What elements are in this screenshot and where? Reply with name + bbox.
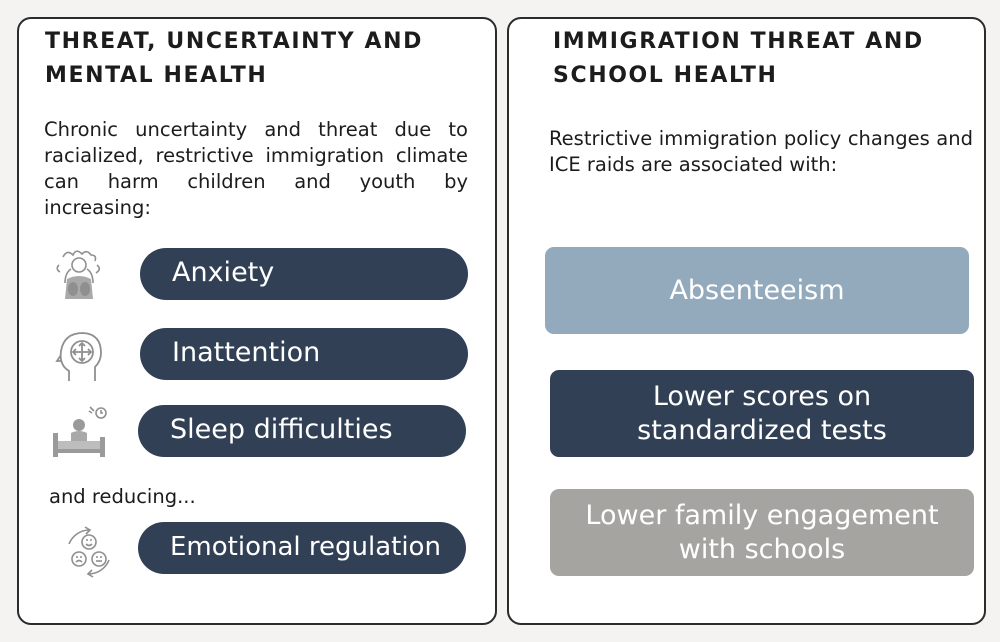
emotional-regulation-pill: Emotional regulation [138, 522, 466, 574]
right-title-line2: SCHOOL HEALTH [553, 63, 778, 88]
left-title-line2: MENTAL HEALTH [45, 63, 268, 88]
anxiety-pill: Anxiety [140, 248, 468, 300]
anxious-person-icon [49, 245, 109, 305]
head-arrows-icon [49, 325, 109, 385]
right-card-title [553, 25, 924, 93]
school-health-card [507, 17, 986, 625]
absenteeism-box: Absenteeism [545, 247, 969, 334]
lower-test-scores-box: Lower scores on standardized tests [550, 370, 974, 457]
inattention-pill: Inattention [140, 328, 468, 380]
left-intro-text: Chronic uncertainty and threat due to racialized, restrictive immigration climate can harm children and youth by increasing: [44, 118, 468, 219]
left-title-line1: THREAT, UNCERTAINTY AND [45, 29, 424, 54]
right-intro-text: Restrictive immigration policy changes and ICE raids are associated with: [549, 127, 973, 176]
emotions-cycle-icon [59, 522, 119, 582]
and-reducing-label: and reducing... [49, 485, 196, 508]
left-card-title [45, 25, 423, 93]
mental-health-card [17, 17, 497, 625]
sleepless-bed-icon [49, 403, 109, 463]
sleep-difficulties-pill: Sleep difficulties [138, 405, 466, 457]
right-title-line1: IMMIGRATION THREAT AND [553, 29, 924, 54]
lower-family-engagement-box: Lower family engagement with schools [550, 489, 974, 576]
